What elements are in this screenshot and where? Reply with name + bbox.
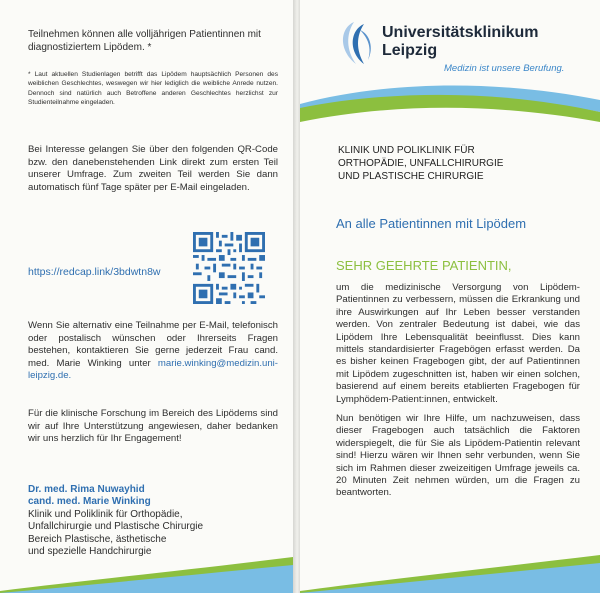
interest-text: Bei Interesse gelangen Sie über den folgenden QR-Code bzw. den danebenstehenden Link direkt zum ersten Teil unserer Umfrage. Zum zweiten Teil werden Sie dann automatisch fünf Tage später per E-Mail eingeladen.	[28, 144, 278, 193]
request-paragraph: Nun benötigen wir Ihre Hilfe, um nachzuweisen, dass dieser Fragebogen auch tatsächlich die Faktoren widerspiegelt, die für Sie als Lipödem-Patientin relevant sind! Hierzu wären wir Ihnen sehr verbunden, wenn Sie sich im Rahmen dieser zweizeitigen Umfrage jeweils ca. 20 Minuten Zeit nehmen würden, um die Fragen zu beantworten.	[336, 413, 580, 499]
survey-link[interactable]: https://redcap.link/3bdwtn8w	[28, 266, 161, 278]
university-logo-icon	[334, 20, 378, 66]
clinic-line: KLINIK UND POLIKLINIK FÜR	[338, 145, 475, 156]
department-line: und spezielle Handchirurgie	[28, 546, 152, 558]
headline: An alle Patientinnen mit Lipödem	[336, 216, 527, 231]
department-line: Klinik und Poliklinik für Orthopädie,	[28, 508, 183, 520]
department-line: Unfallchirurgie und Plastische Chirurgie	[28, 521, 204, 533]
thanks-text: Für die klinische Forschung im Bereich des Lipödems sind wir auf Ihre Unterstützung angewiesen, daher bedanken wir uns herzlich für Ihr Engagement!	[28, 408, 278, 445]
signature-block	[28, 484, 278, 558]
department-line: Bereich Plastische, ästhetische	[28, 533, 167, 545]
intro-paragraph: um die medizinische Versorgung von Lipödem-Patientinnen zu verbessern, müssen die Erkrankung und ihre Auswirkungen auf Ihr Leben besser verstanden werden. Von zentraler Bedeutung ist dabei, wie das Lipödem Ihre Lebensqualität beeinflusst. Dies kann mittels standardisierter Fragebögen erfasst werden. Da es bisher keinen Fragebogen gibt, der auf Patientinnen mit Lipödem zugeschnitten ist, haben wir einen solchen, basierend auf einem bereits etablierten Fragebogen für Lymphödem-Patient:innen, entwickelt.	[336, 282, 580, 405]
footer-wave	[300, 547, 600, 593]
eligibility-text: Teilnehmen können alle volljährigen Patientinnen mit diagnostiziertem Lipödem. *	[28, 29, 261, 53]
salutation: SEHR GEEHRTE PATIENTIN,	[336, 258, 512, 273]
alternative-text: Wenn Sie alternativ eine Teilnahme per E-Mail, telefonisch oder postalisch wünschen oder Ihrerseits Fragen bestehen, kontaktieren Sie gerne jederzeit Frau cand. med. Marie Winking unter	[28, 320, 278, 369]
alternative-contact-text	[28, 320, 278, 383]
header-wave	[300, 78, 600, 122]
right-panel	[300, 0, 600, 593]
signer-name: cand. med. Marie Winking	[28, 496, 151, 508]
logo-title: Universitätsklinikum	[382, 24, 539, 41]
page-fold	[293, 0, 300, 593]
left-panel	[0, 0, 293, 593]
logo-subtitle: Leipzig	[382, 42, 438, 59]
clinic-line: UND PLASTISCHE CHIRURGIE	[338, 171, 484, 182]
tagline: Medizin ist unsere Berufung.	[444, 63, 565, 74]
footnote-text: * Laut aktuellen Studienlagen betrifft das Lipödem hauptsächlich Personen des weiblichen Geschlechtes, weswegen wir hier lediglich die weibliche Anrede nutzen. Dennoch sind natürlich auch Betroffene anderen Geschlechtes herzlichst zur Studienteilnahme eingeladen.	[28, 71, 278, 107]
contact-email-link[interactable]: marie.winking@medizin.uni-leipzig.de.	[28, 357, 278, 382]
signer-name: Dr. med. Rima Nuwayhid	[28, 484, 145, 495]
clinic-name	[338, 144, 503, 183]
clinic-line: ORTHOPÄDIE, UNFALLCHIRURGIE	[338, 158, 504, 169]
footer-wave	[0, 551, 293, 593]
qr-code-icon[interactable]	[193, 232, 265, 304]
